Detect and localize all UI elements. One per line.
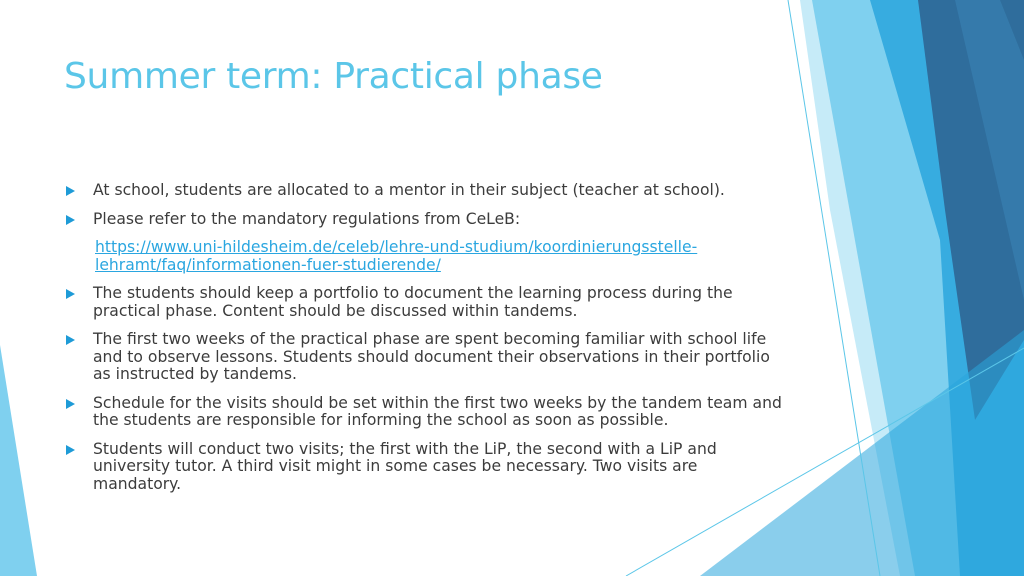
bullet-item — [64, 441, 784, 494]
bullet-text: Schedule for the visits should be set within the first two weeks by the tandem team and the students are responsible for informing the school as soon as possible. — [93, 393, 782, 429]
bullet-arrow-icon — [66, 186, 75, 196]
bullet-text: The students should keep a portfolio to document the learning process during the practical phase. Content should be discussed within tandems. — [93, 284, 733, 320]
bullet-item — [64, 331, 784, 384]
celeb-regulations-link[interactable]: https://www.uni-hildesheim.de/celeb/lehre-und-studium/koordinierungsstelle-lehramt/faq/informationen-fuer-studierende/ — [95, 238, 698, 274]
bullet-arrow-icon — [66, 445, 75, 455]
bullet-arrow-icon — [66, 215, 75, 225]
bullet-item — [64, 211, 784, 229]
bullet-item — [64, 182, 784, 200]
bullet-text: Please refer to the mandatory regulations from CeLeB: — [93, 209, 521, 228]
bullet-text: Students will conduct two visits; the first with the LiP, the second with a LiP and university tutor. A third visit might in some cases be necessary. Two visits are mandatory. — [93, 439, 717, 493]
bullet-item — [64, 285, 784, 320]
slide-title: Summer term: Practical phase — [64, 56, 603, 97]
bullet-arrow-icon — [66, 399, 75, 409]
bullet-arrow-icon — [66, 335, 75, 345]
bullet-text: At school, students are allocated to a mentor in their subject (teacher at school). — [93, 181, 725, 199]
left-edge-shape — [0, 345, 37, 576]
bullet-text: The first two weeks of the practical phase are spent becoming familiar with school life and to observe lessons. Students should document their observations in their portfolio as instructed by tandems. — [93, 330, 770, 383]
bullet-list — [64, 182, 784, 493]
bullet-item — [64, 395, 784, 430]
link-block — [64, 228, 784, 274]
bullet-arrow-icon — [66, 289, 75, 299]
